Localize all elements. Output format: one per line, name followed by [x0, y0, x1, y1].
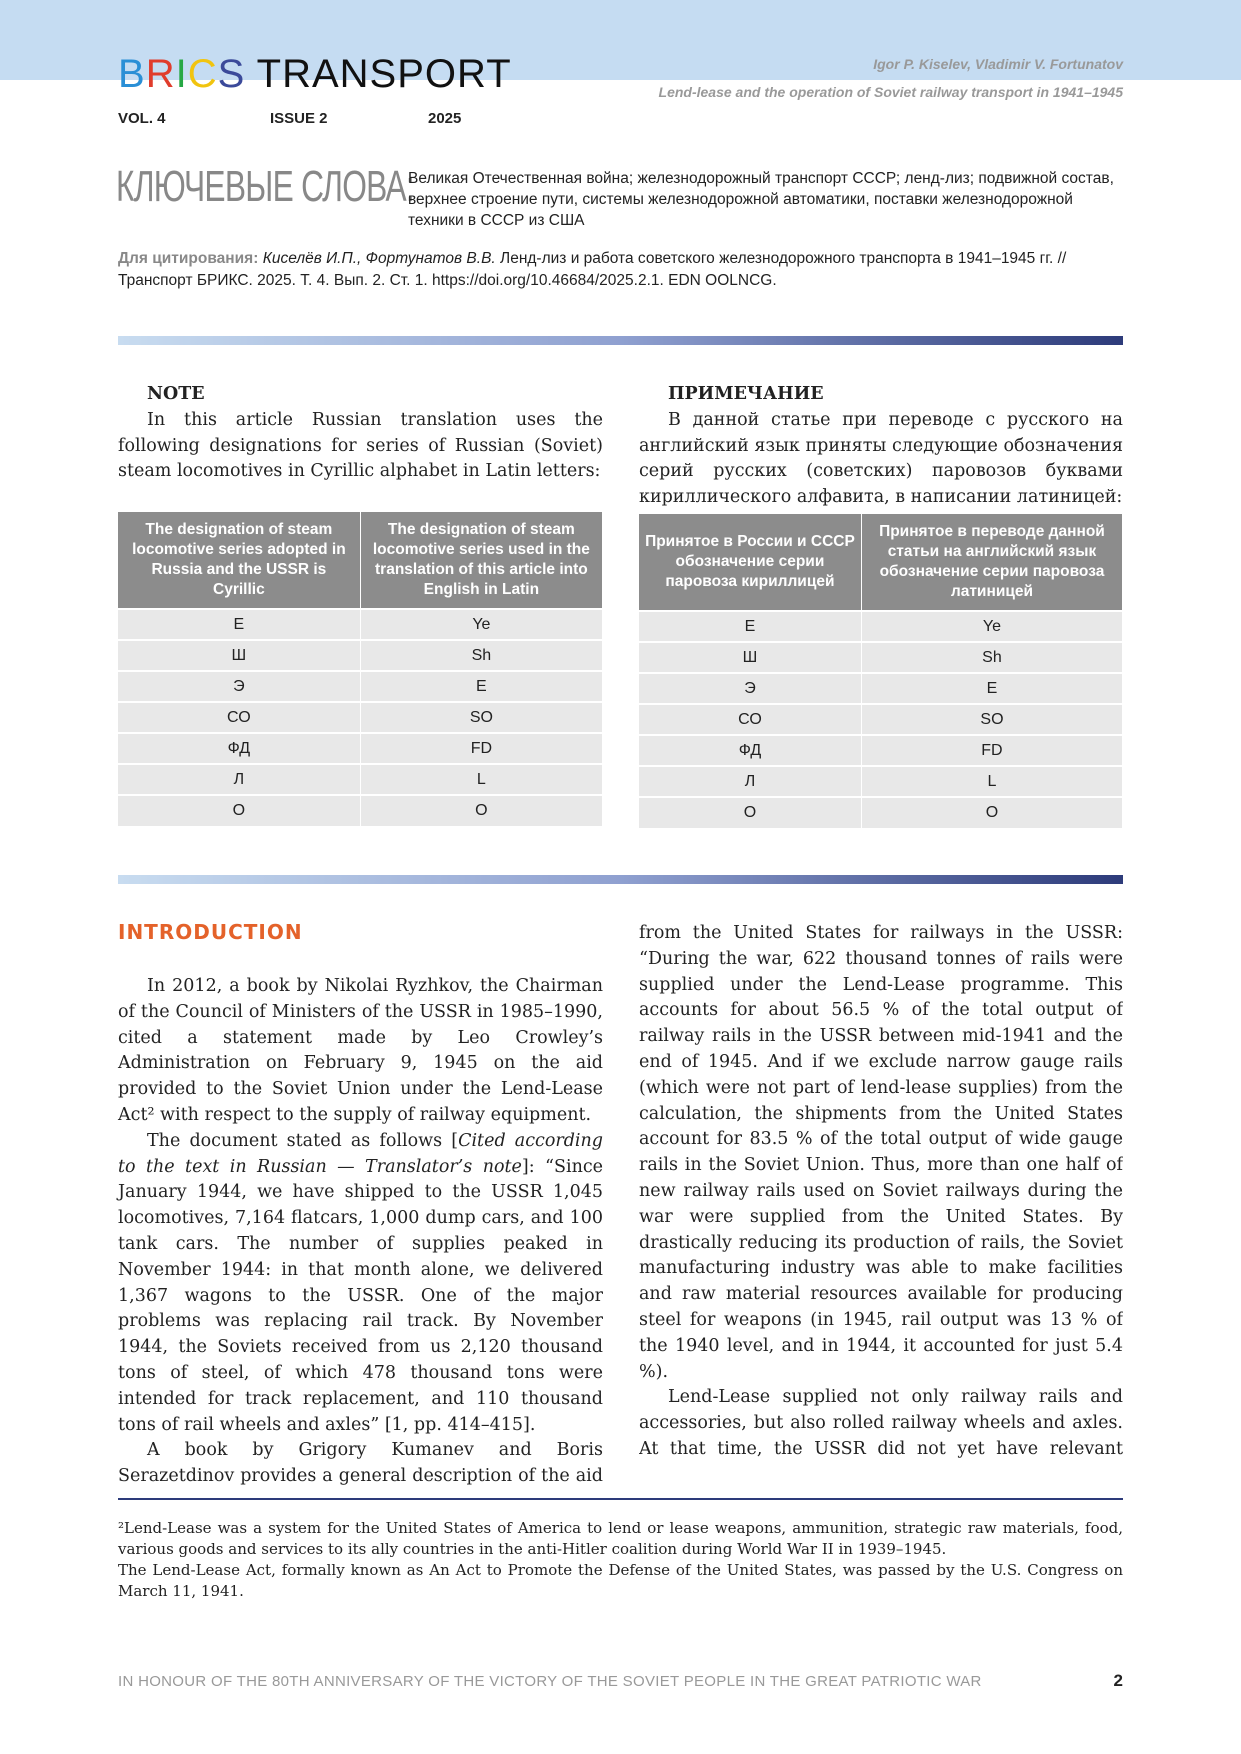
- table-cell: SO: [861, 704, 1122, 735]
- table-cell: Л: [639, 766, 861, 797]
- table-row: [639, 611, 1123, 642]
- table-row: [118, 702, 603, 733]
- table-row: [118, 640, 603, 671]
- volume: VOL. 4: [118, 110, 166, 127]
- table-cell: ФД: [639, 735, 861, 766]
- table-cell: Ye: [861, 611, 1122, 642]
- table-row: [639, 673, 1123, 704]
- designation-table-en: The designation of steam locomotive series adopted in Russia and the USSR is Cyrillic The designation of steam locomotive series used in the translation of this article into English in Latin Е Ye Ш Sh Э E СО SO ФД FD Л L О O: [118, 512, 603, 826]
- running-authors: Igor P. Kiselev, Vladimir V. Fortunatov: [873, 56, 1123, 72]
- keywords-text: Великая Отечественная война; железнодорожный транспорт СССР; ленд-лиз; подвижной состав, верхнее строение пути, системы железнодорожной автоматики, поставки железнодорожной техники в СССР из США: [408, 170, 1114, 229]
- table-cell: СО: [639, 704, 861, 735]
- table-row: [118, 795, 603, 826]
- table-cell: Sh: [360, 640, 602, 671]
- designation-table-ru: Принятое в России и СССР обозначение серии паровоза кириллицей Принятое в переводе данной статьи на английский язык обозначение серии паровоза латиницей Е Ye Ш Sh Э E СО SO ФД FD Л L О O: [639, 514, 1123, 828]
- year: 2025: [428, 110, 462, 127]
- table-cell: FD: [360, 733, 602, 764]
- table-cell: Sh: [861, 642, 1122, 673]
- table-cell: Ш: [639, 642, 861, 673]
- page-footer: IN HONOUR OF THE 80TH ANNIVERSARY OF THE VICTORY OF THE SOVIET PEOPLE IN THE GREAT PATRIOTIC WAR: [118, 1673, 982, 1690]
- section-heading: INTRODUCTION: [118, 920, 303, 944]
- footnote: ²Lend-Lease was a system for the United States of America to lend or lease weapons, ammunition, strategic raw materials, food, various goods and services to its ally countries in the anti-Hitler coalition during World War II in 1939–1945. The Lend-Lease Act, formally known as An Act to Promote the Defense of the United States, was passed by the U.S. Congress on March 11, 1941.: [118, 1519, 1123, 1600]
- footnote-rule: [118, 1498, 1123, 1500]
- note-en: NOTE In this article Russian translation uses the following designations for series of Russian (Soviet) steam locomotives in Cyrillic alphabet in Latin letters:: [118, 384, 603, 482]
- page-number: 2: [1113, 1671, 1123, 1690]
- table-cell: O: [861, 797, 1122, 828]
- table-cell: Е: [118, 609, 360, 640]
- body-column-right: from the United States for railways in the USSR: “During the war, 622 thousand tonnes of rails were supplied under the Lend-Lease programme. This accounts for about 56.5 % of the total output of railway rails in the USSR between mid-1941 and the end of 1945. And if we exclude narrow gauge rails (which were not part of lend-lease supplies) from the calculation, the shipments from the United States account for 83.5 % of the total output of wide gauge rails in the Soviet Union. Thus, more than one half of new railway rails used on Soviet railways during the war were supplied from the United States. By drastically reducing its production of rails, the Soviet manufacturing industry was able to make facilities and raw material resources available for producing steel for weapons (in 1945, rail output was 13 % of the 1940 level, and in 1944, it accounted for just 5.4 %). Lend-Lease supplied not only railway rails and accessories, but also rolled railway wheels and axles. At that time, the USSR did not yet have relevant: [639, 923, 1123, 1459]
- table-row: [639, 766, 1123, 797]
- table-cell: О: [118, 795, 360, 826]
- table-cell: FD: [861, 735, 1122, 766]
- keywords-label: КЛЮЧЕВЫЕ СЛОВА:: [116, 162, 415, 211]
- citation: Для цитирования: Киселёв И.П., Фортунатов В.В. Ленд-лиз и работа советского железнодорожного транспорта в 1941–1945 гг. // Транспорт БРИКС. 2025. Т. 4. Вып. 2. Ст. 1. https://doi.org/10.46684/2025.2.1. EDN OOLNCG.: [118, 250, 1067, 289]
- table-cell: О: [639, 797, 861, 828]
- table-cell: Э: [639, 673, 861, 704]
- table-row: [639, 797, 1123, 828]
- table-cell: E: [360, 671, 602, 702]
- table-cell: O: [360, 795, 602, 826]
- divider-bar: [118, 875, 1123, 884]
- table-cell: Ye: [360, 609, 602, 640]
- table-cell: Ш: [118, 640, 360, 671]
- table-cell: L: [861, 766, 1122, 797]
- journal-logo: BRICS TRANSPORT: [118, 52, 512, 96]
- note-ru: ПРИМЕЧАНИЕ В данной статье при переводе с русского на английский язык приняты следующие обозначения серий русских (советских) паровозов буквами кириллического алфавита, в написании латиницей:: [639, 384, 1123, 508]
- table-cell: СО: [118, 702, 360, 733]
- table-cell: ФД: [118, 733, 360, 764]
- table-cell: Л: [118, 764, 360, 795]
- table-cell: SO: [360, 702, 602, 733]
- table-row: [118, 733, 603, 764]
- table-row: [118, 764, 603, 795]
- table-cell: Е: [639, 611, 861, 642]
- table-cell: Э: [118, 671, 360, 702]
- table-cell: E: [861, 673, 1122, 704]
- table-row: [639, 642, 1123, 673]
- body-column-left: In 2012, a book by Nikolai Ryzhkov, the Chairman of the Council of Ministers of the USSR in 1985–1990, cited a statement made by Leo Crowley’s Administration on February 9, 1945 on the aid provided to the Soviet Union under the Lend-Lease Act² with respect to the supply of railway equipment. The document stated as follows [Cited according to the text in Russian — Translator’s note]: “Since January 1944, we have shipped to the USSR 1,045 locomotives, 7,164 flatcars, 1,000 dump cars, and 100 tank cars. The number of supplies peaked in November 1944: in that month alone, we delivered 1,367 wagons to the USSR. One of the major problems was replacing rail track. By November 1944, the Soviets received from us 2,120 thousand tons of steel, of which 478 thousand tons were intended for track replacement, and 110 thousand tons of rail wheels and axles” [1, pp. 414–415]. A book by Grigory Kumanev and Boris Serazetdinov provides a general description of the aid: [118, 976, 604, 1487]
- table-row: [639, 704, 1123, 735]
- running-title: Lend-lease and the operation of Soviet railway transport in 1941–1945: [658, 84, 1123, 100]
- divider-bar: [118, 336, 1123, 345]
- table-row: [639, 735, 1123, 766]
- table-row: [118, 671, 603, 702]
- table-row: [118, 609, 603, 640]
- issue: ISSUE 2: [270, 110, 328, 127]
- table-cell: L: [360, 764, 602, 795]
